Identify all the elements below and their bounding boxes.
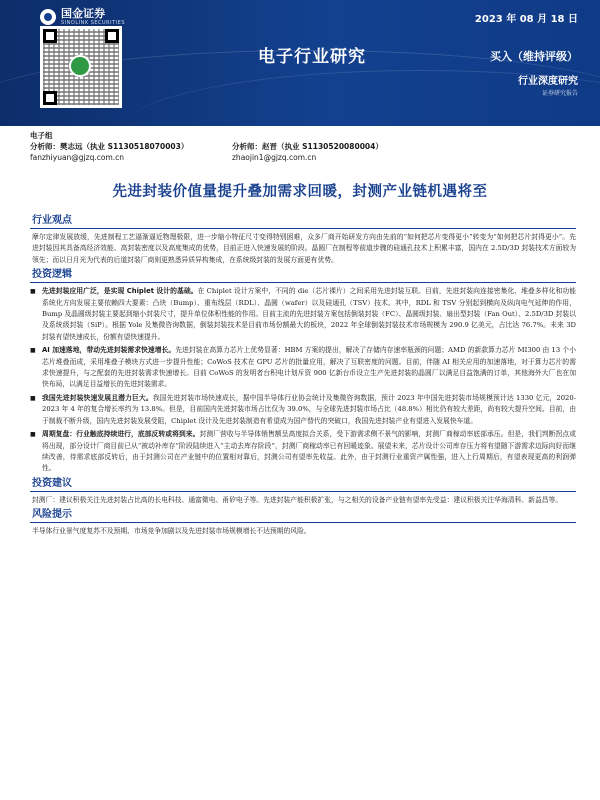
bullet-square-icon: ■ (30, 394, 36, 402)
bullet-text: 封测厂营收与半导体销售额呈高度拟合关系，受下游需求侧不景气的影响，封测厂商稼动率底部承压。但是，我们判断拐点或将出现，部分设计厂商目前已从“被动补库存”阶段陆续进入“主动去库存阶段”，封测厂商稼动率已有回暖迹象。展望未来，芯片设计公司库存压力将有望随下游需求边际向好而继续改善，待需求底部反转后，由于封测公司在产业链中的位置相对靠后，封测公司有望率先收益。此外，由于封测行业重资产属性强，进入上行周期后，有望表现更高的利润弹性。 (42, 430, 577, 473)
report-body (30, 212, 576, 538)
bullet-square-icon: ■ (30, 431, 36, 439)
analyst-1-name: 樊志远（执业 S1130518070003） (60, 142, 189, 151)
bullet-lead: 周期复盘：行业触底持续进行，底部反转或将到来。 (42, 430, 200, 439)
bullet-square-icon: ■ (30, 347, 36, 355)
section-divider (30, 282, 576, 283)
bullet-text: 在 Chiplet 设计方案中，不同的 die（芯片裸片）之间采用先进封装互联。目前，先进封装向连接密集化、堆叠多样化和功能系统化方向发展主要依赖四大要素：凸块（Bump）、重布线层（RDL）、晶圆（wafer）以及硅通孔（TSV）技术。其中，RDL 和 TSV 分别起到横向及纵向电气延伸的作用，Bump 及晶圆级封装主要起到缩小封装尺寸，提升单位体积性能的作用。目前主流的先进封装方案包括倒装封装（FC）、晶圆级封装、扇出型封装（Fan Out）、2.5D/3D 封装以及系统级封装（SiP）。根据 Yole 及集微咨询数据，倒装封装技术是目前市场份额最大的板块，2022 年全球倒装封装技术市场规模为 290.9 亿美元，占比达 76.7%。未来 3D 封装有望快速成长，份额有望快速提升。 (42, 287, 576, 341)
section-title-risk: 风险提示 (32, 509, 72, 521)
report-category: 证券研究报告 (541, 90, 578, 97)
section-title-view: 行业观点 (32, 215, 72, 226)
bullet-square-icon: ■ (30, 288, 36, 296)
analyst-2-name: 赵晋（执业 S1130520080004） (262, 142, 383, 151)
analyst-label: 分析师： (30, 142, 60, 151)
qr-code-icon (40, 26, 122, 108)
bullet-lead: 我国先进封装快速发展且潜力巨大。 (42, 393, 153, 402)
logic-bullet (30, 393, 576, 427)
logo-icon (40, 9, 56, 25)
analyst-1-email[interactable]: fanzhiyuan@gjzq.com.cn (30, 153, 125, 162)
section-divider (30, 522, 576, 523)
logic-bullet (30, 286, 576, 343)
analyst-label: 分析师： (232, 142, 262, 151)
section-title-suggest: 投资建议 (32, 477, 72, 489)
company-logo (40, 8, 125, 26)
industry-view-text: 摩尔定律发展放缓，先进制程工艺逼渐逼近物理极限，进一步缩小特征尺寸变得特别困难，众多厂商开始研发方向由先前的“如何把芯片变得更小”转变为“如何把芯片封得更小”。先进封装因其具备高经济效能、高封装密度以及高度集成的优势，目前正进入快速发展的阶段。晶圆厂在制程等前道步骤的硅通孔技术上积累丰富，国内在 2.5D/3D 封装技术方面较为领先；而以日月光为代表的后道封装厂商则更熟悉异质异构集成，在系统级封装的发展方面更有优势。 (32, 233, 576, 264)
report-main-title: 先进封装价值量提升叠加需求回暖，封测产业链机遇将至 (112, 184, 488, 200)
report-banner (0, 0, 600, 126)
analyst-info (30, 130, 575, 163)
report-type: 行业深度研究 (518, 76, 578, 87)
section-divider (30, 491, 576, 492)
bullet-lead: AI 加速落地，带动先进封装需求快速增长。 (42, 346, 176, 355)
investment-suggestion-text: 封测厂：建议积极关注先进封装占比高的长电科技、通富微电、甬矽电子等。先进封装产能积极扩张，与之相关的设备产业链有望率先受益：建议积极关注华海清科、新益昌等。 (32, 495, 563, 504)
bullet-lead: 先进封装应用广泛，是实现 Chiplet 设计的基础。 (42, 287, 198, 296)
analyst-2-email[interactable]: zhaojin1@gjzq.com.cn (232, 153, 317, 162)
section-title-logic: 投资逻辑 (32, 269, 72, 281)
logo-name-en: SINOLINK SECURITIES (61, 20, 125, 26)
rating-badge: 买入（维持评级） (490, 50, 578, 63)
logo-name-cn: 国金证券 (61, 7, 105, 20)
bullet-text: 我国先进封装市场快速成长，据中国半导体行业协会统计及集微咨询数据，预计 2023 年中国先进封装市场规模预计达 1330 亿元，2020-2023 年 4 年的复合增长率约为 13.8%。但是，目前国内先进封装市场占比仅为 39.0%，与全球先进封装市场占比（48.8%）相比仍有较大差距，尚有较大提升空间。目前，由于制裁不断升级，国内先进封装发展受阻，Chiplet 设计及先进封装制造有希望成为国产替代的突破口，我国先进封装产业有望进入发展快车道。 (42, 393, 576, 425)
logic-bullet (30, 429, 576, 475)
report-date: 2023 年 08 月 18 日 (474, 14, 578, 25)
section-divider (30, 228, 576, 229)
analyst-group: 电子组 (30, 131, 53, 140)
report-industry-title: 电子行业研究 (258, 47, 366, 67)
risk-text: 半导体行业景气度复苏不及预期、市场竞争加剧以及先进封装市场规模增长不达预期的风险。 (32, 527, 311, 536)
logic-bullet (30, 345, 576, 391)
bullet-text: 先进封装在高算力芯片上优势显著：HBM 方案的提出，解决了存储内存速率瓶颈的问题；AMD 的新款算力芯片 MI300 由 13 个小芯片堆叠而成，采用堆叠子模块方式进一步提升性能；CoWoS 技术在 GPU 芯片的批量应用，解决了互联密度的问题。目前，伴随 AI 相关应用的加速落地，对于算力芯片的需求快速提升，与之配套的先进封装需求快速增长。目前 CoWoS 的发明者台积电计划斥资 900 亿新台币设立生产先进封装的晶圆厂以满足目益饱满的订单，其他海外大厂也在加快布局，以满足目益增长的先进封装需求。 (42, 346, 577, 389)
